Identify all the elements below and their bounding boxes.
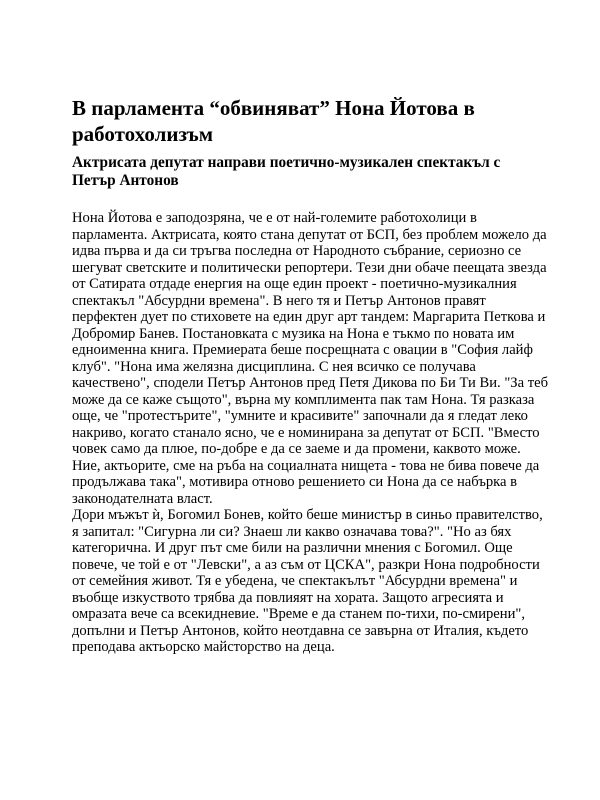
article-body [72, 210, 552, 656]
article-headline: В парламента “обвиняват” Нона Йотова в работохолизъм [72, 96, 475, 146]
article-subheadline: Актрисата депутат направи поетично-музикален спектакъл с Петър Антонов [72, 154, 501, 189]
article-paragraph: Нона Йотова е заподозряна, че е от най-големите работохолици в парламента. Актрисата, която стана депутат от БСП, без проблем можело да идва първа и да си тръгва последна от Народното събрание, сериозно се шегуват светските и политически репортери. Тези дни обаче пеещата звезда от Сатирата отдаде енергия на още един проект - поетично-музикалния спектакъл "Абсурдни времена". В него тя и Петър Антонов правят перфектен дует по стиховете на един друг арт тандем: Маргарита Петкова и Добромир Банев. Постановката с музика на Нона е тъкмо по новата им едноименна книга. Премиерата беше посрещната с овации в "София лайф клуб". "Нона има желязна дисциплина. С нея всичко се получава качествено", сподели Петър Антонов пред Петя Дикова по Би Ти Ви. "За теб може да се каже същото", върна му комплимента пак там Нона. Тя разказа още, че "протестърите", "умните и красивите" започнали да я гледат леко накриво, когато станало ясно, че е номинирана за депутат от БСП. "Вместо човек само да плюе, по-добре е да се заеме и да промени, каквото може. Ние, актьорите, сме на ръба на социалната нищета - това не бива повече да продължава така", мотивира отново решението си Нона да се набърка в законодателната власт. [72, 210, 548, 507]
article-paragraph: Дори мъжът ѝ, Богомил Бонев, който беше министър в синьо правителство, я запитал: "Сигурна ли си? Знаеш ли какво означава това?". "Но аз бях категорична. И друг път сме били на различни мнения с Богомил. Още повече, че той е от "Левски", а аз съм от ЦСКА", разкри Нона подробности от семейния живот. Тя е убедена, че спектакълът "Абсурдни времена" и въобще изкуството трябва да повлияят на хората. Защото агресията и омразата вече са всекидневие. "Време е да станем по-тихи, по-смирени", допълни и Петър Антонов, който неотдавна се завърна от Италия, където преподава актьорско майсторство на деца. [72, 507, 543, 655]
